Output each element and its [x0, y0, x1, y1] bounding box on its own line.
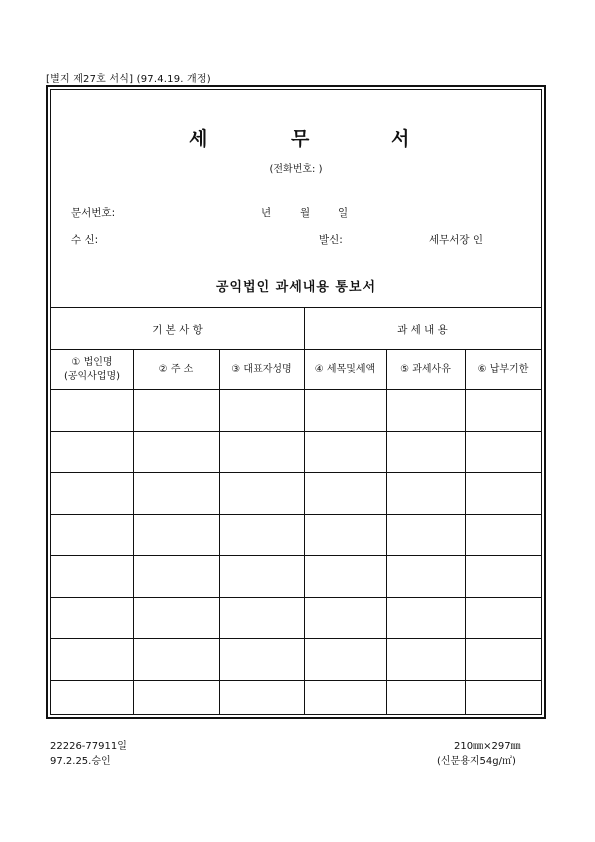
paper-size: 210㎜×297㎜ — [454, 741, 521, 752]
form-code: 22226-77911일 — [50, 741, 127, 752]
column-header-tax-item-amount: ④ 세목및세액 — [314, 364, 376, 375]
table-row — [51, 638, 541, 639]
table-row — [51, 680, 541, 681]
table-column-divider — [133, 349, 134, 714]
recipient-label: 수 신: — [71, 234, 99, 246]
column-header-due-date: ⑥ 납부기한 — [477, 364, 529, 375]
document-number-label: 문서번호: — [71, 207, 116, 219]
sender-title: 세무서장 인 — [429, 234, 484, 246]
basic-info-header: 기 본 사 항 — [152, 323, 203, 336]
office-title — [51, 124, 541, 148]
notice-title: 공익법인 과세내용 통보서 — [215, 280, 377, 295]
table-row — [51, 555, 541, 556]
table-column-divider — [386, 349, 387, 714]
document-frame — [46, 85, 546, 719]
table-column-divider — [465, 349, 466, 714]
approval-date: 97.2.25.승인 — [50, 756, 111, 767]
tax-content-header: 과 세 내 용 — [397, 323, 448, 336]
form-number-label: [별지 제27호 서식] (97.4.19. 개정) — [46, 74, 211, 85]
date-month-label: 월 — [300, 207, 311, 219]
column-header-tax-reason: ⑤ 과세사유 — [400, 364, 451, 375]
paper-type: (신문용지54g/㎡) — [437, 756, 516, 767]
title-char-3: 서 — [391, 128, 410, 150]
document-inner-frame — [50, 89, 542, 715]
phone-number-field: (전화번호: ) — [269, 164, 323, 175]
date-day-label: 일 — [338, 207, 349, 219]
title-char-1: 세 — [189, 128, 208, 150]
column-header-line1: ① 법인명 — [71, 357, 113, 368]
column-header-line2: (공익사업명) — [63, 371, 121, 382]
table-column-divider — [219, 349, 220, 714]
column-header-representative: ③ 대표자성명 — [231, 364, 292, 375]
table-row — [51, 597, 541, 598]
column-header-address: ② 주 소 — [158, 364, 194, 375]
title-char-2: 무 — [291, 128, 310, 150]
table-row — [51, 431, 541, 432]
sender-label: 발신: — [319, 234, 343, 246]
table-row — [51, 514, 541, 515]
date-year-label: 년 — [261, 207, 272, 219]
table-row — [51, 472, 541, 473]
column-header-corporation-name — [51, 350, 133, 390]
